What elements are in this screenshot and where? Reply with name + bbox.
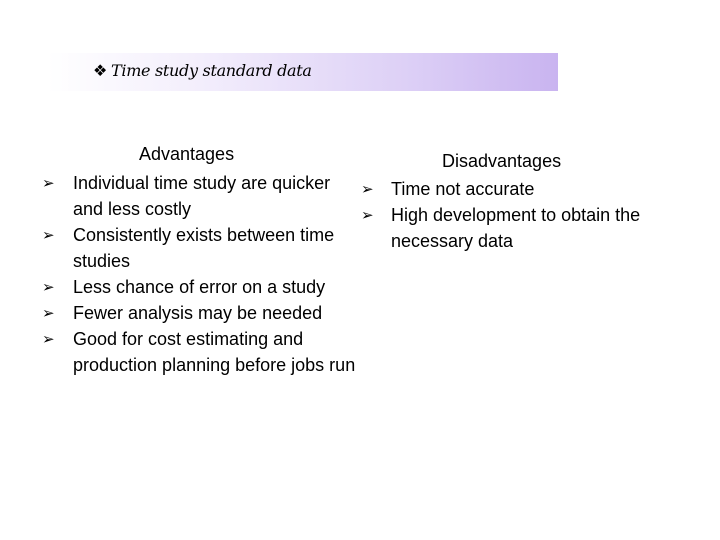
arrow-bullet-icon: ➢	[361, 206, 374, 224]
list-item-text: Less chance of error on a study	[73, 277, 326, 297]
list-item	[42, 300, 358, 326]
arrow-bullet-icon: ➢	[42, 330, 55, 348]
arrow-bullet-icon: ➢	[42, 278, 55, 296]
advantages-heading: Advantages	[139, 144, 235, 164]
list-item	[42, 170, 358, 222]
advantages-list	[42, 170, 358, 378]
list-item	[42, 274, 358, 300]
arrow-bullet-icon: ➢	[42, 304, 55, 322]
list-item-text: Individual time study are quicker and less costly	[73, 173, 331, 219]
arrow-bullet-icon: ➢	[42, 174, 55, 192]
list-item	[42, 326, 358, 378]
page-title: Time study standard data	[111, 61, 312, 80]
list-item-text: Time not accurate	[391, 179, 535, 199]
arrow-bullet-icon: ➢	[361, 180, 374, 198]
arrow-bullet-icon: ➢	[42, 226, 55, 244]
disadvantages-list	[361, 176, 691, 254]
list-item	[361, 202, 691, 254]
list-item	[42, 222, 358, 274]
list-item-text: Consistently exists between time studies	[73, 225, 335, 271]
disadvantages-heading: Disadvantages	[442, 151, 562, 171]
diamond-bullet-icon: ❖	[93, 61, 108, 80]
list-item-text: Fewer analysis may be needed	[73, 303, 323, 323]
list-item-text: Good for cost estimating and production planning before jobs run	[73, 329, 356, 375]
list-item-text: High development to obtain the necessary data	[391, 205, 641, 251]
list-item	[361, 176, 691, 202]
